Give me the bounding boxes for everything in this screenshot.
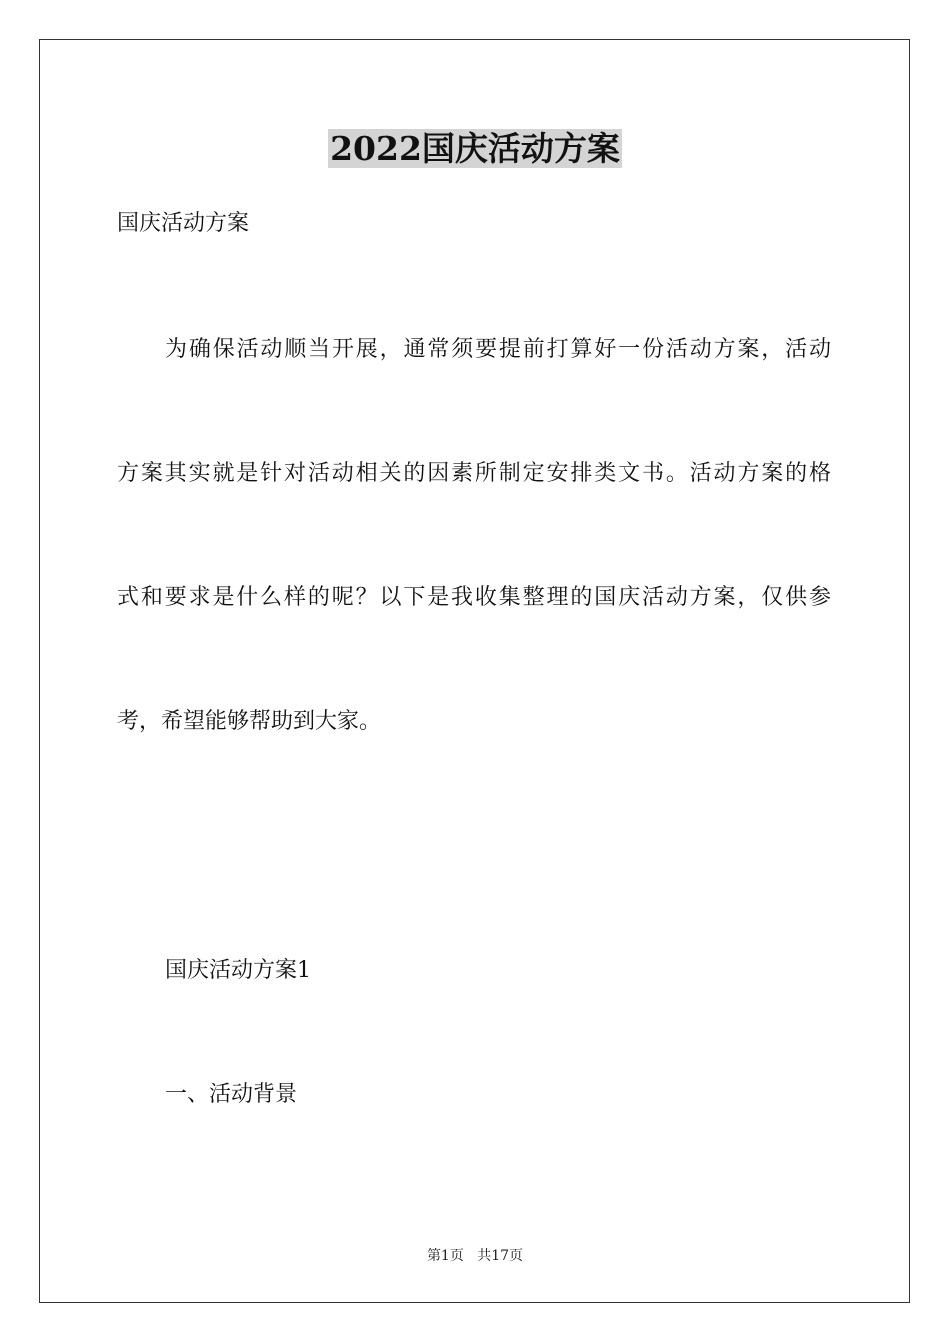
intro-line-4: 考，希望能够帮助到大家。 xyxy=(117,709,382,734)
section-heading: 国庆活动方案1 xyxy=(165,958,311,983)
page-total: 共17页 xyxy=(477,1248,524,1264)
document-subtitle: 国庆活动方案 xyxy=(117,211,250,236)
page-footer xyxy=(0,1246,950,1266)
intro-line-3: 式和要求是什么样的呢？以下是我收集整理的国庆活动方案，仅供参 xyxy=(117,585,831,610)
intro-line-2: 方案其实就是针对活动相关的因素所制定安排类文书。活动方案的格 xyxy=(117,461,831,486)
document-title xyxy=(0,125,950,173)
page-number: 第1页 xyxy=(426,1248,464,1264)
document-title-text: 2022国庆活动方案 xyxy=(330,129,620,168)
intro-line-1: 为确保活动顺当开展，通常须要提前打算好一份活动方案，活动 xyxy=(165,337,831,362)
subsection-heading: 一、活动背景 xyxy=(165,1082,298,1107)
